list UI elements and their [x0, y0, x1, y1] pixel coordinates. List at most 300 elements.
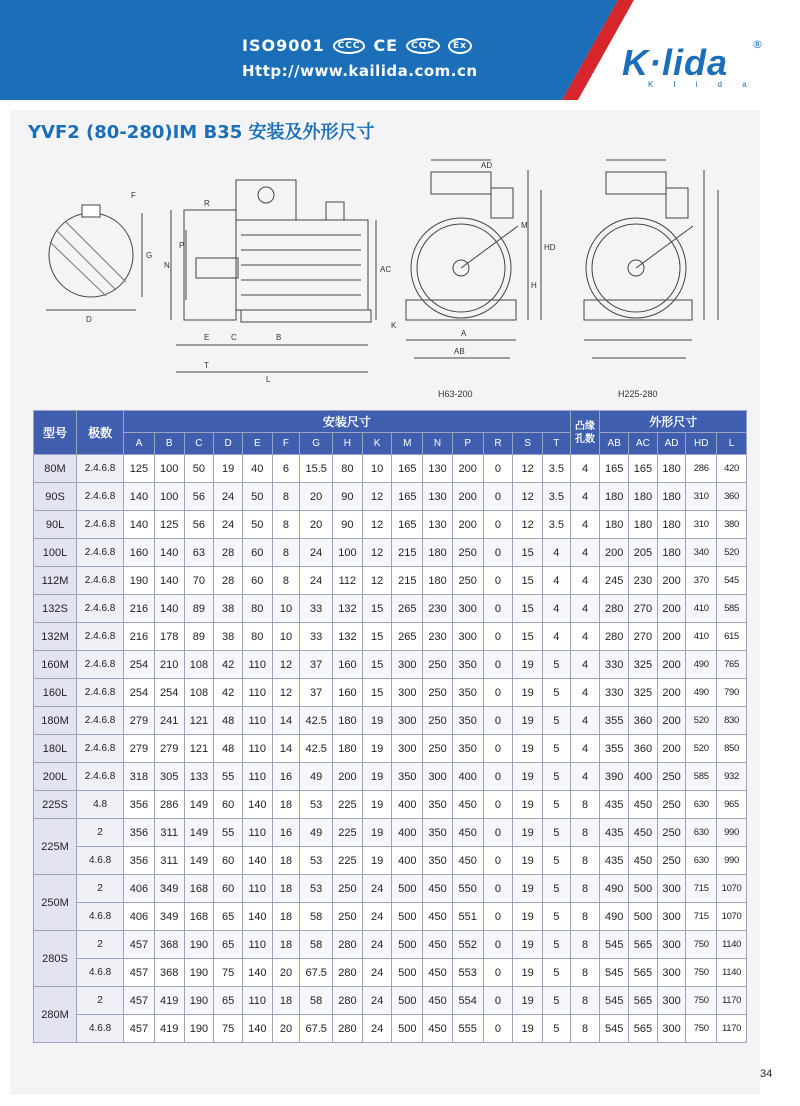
- cell-C: 133: [184, 763, 214, 791]
- cell-G: 33: [300, 623, 333, 651]
- cell-S: 19: [513, 791, 543, 819]
- cell-H: 250: [333, 875, 363, 903]
- cell-M: 400: [392, 819, 423, 847]
- cell-C: 149: [184, 819, 214, 847]
- cell-holes: 4: [570, 483, 600, 511]
- cell-N: 250: [423, 679, 453, 707]
- cell-B: 311: [154, 819, 184, 847]
- cell-E: 40: [242, 455, 272, 483]
- cell-L: 830: [717, 707, 747, 735]
- cell-HD: 410: [686, 623, 717, 651]
- cell-C: 89: [184, 623, 214, 651]
- cell-D: 42: [214, 651, 243, 679]
- cell-H: 200: [333, 763, 363, 791]
- cell-M: 500: [392, 931, 423, 959]
- cell-holes: 4: [570, 623, 600, 651]
- cell-holes: 8: [570, 931, 600, 959]
- cell-C: 70: [184, 567, 214, 595]
- cell-M: 500: [392, 875, 423, 903]
- cell-holes: 8: [570, 903, 600, 931]
- dim-AC: AC: [380, 265, 392, 274]
- cell-P: 553: [452, 959, 483, 987]
- cell-G: 58: [300, 987, 333, 1015]
- cell-M: 500: [392, 903, 423, 931]
- cell-model: 225M: [34, 819, 77, 875]
- cell-H: 90: [333, 483, 363, 511]
- cell-F: 14: [272, 707, 300, 735]
- shaft-section-view: [46, 205, 142, 310]
- cell-S: 19: [513, 707, 543, 735]
- cell-model: 225S: [34, 791, 77, 819]
- cell-A: 279: [124, 735, 155, 763]
- cell-S: 12: [513, 483, 543, 511]
- dim-F: F: [131, 191, 136, 200]
- cell-F: 6: [272, 455, 300, 483]
- cell-A: 254: [124, 651, 155, 679]
- cell-poles: 2.4.6.8: [77, 679, 124, 707]
- cell-AB: 545: [600, 931, 629, 959]
- cell-R: 0: [483, 959, 513, 987]
- cell-S: 19: [513, 847, 543, 875]
- cell-T: 4: [543, 539, 571, 567]
- cell-M: 300: [392, 707, 423, 735]
- dim-M: M: [521, 221, 528, 230]
- cell-HD: 715: [686, 875, 717, 903]
- cell-AB: 280: [600, 595, 629, 623]
- motor-front-view-large: [584, 160, 718, 358]
- cell-AB: 545: [600, 1015, 629, 1043]
- cell-L: 1070: [717, 903, 747, 931]
- cell-S: 12: [513, 511, 543, 539]
- col-HD: HD: [686, 433, 717, 455]
- cell-D: 24: [214, 483, 243, 511]
- table-row: [34, 959, 747, 987]
- cell-K: 19: [362, 847, 392, 875]
- cell-E: 140: [242, 847, 272, 875]
- cell-B: 140: [154, 567, 184, 595]
- cell-R: 0: [483, 455, 513, 483]
- cell-B: 368: [154, 959, 184, 987]
- cell-N: 250: [423, 707, 453, 735]
- cell-P: 551: [452, 903, 483, 931]
- cell-poles: 4.6.8: [77, 903, 124, 931]
- cell-AD: 200: [657, 679, 686, 707]
- cell-P: 400: [452, 763, 483, 791]
- cell-HD: 750: [686, 959, 717, 987]
- cell-G: 49: [300, 819, 333, 847]
- cell-R: 0: [483, 763, 513, 791]
- cell-G: 53: [300, 847, 333, 875]
- cell-P: 450: [452, 847, 483, 875]
- cell-H: 225: [333, 819, 363, 847]
- cell-R: 0: [483, 511, 513, 539]
- cell-AB: 355: [600, 735, 629, 763]
- col-P: P: [452, 433, 483, 455]
- cell-H: 280: [333, 959, 363, 987]
- cell-poles: 2.4.6.8: [77, 707, 124, 735]
- cell-AD: 250: [657, 763, 686, 791]
- cell-S: 19: [513, 903, 543, 931]
- cell-E: 110: [242, 763, 272, 791]
- cell-B: 368: [154, 931, 184, 959]
- cell-N: 450: [423, 987, 453, 1015]
- cell-HD: 310: [686, 511, 717, 539]
- table-row: [34, 623, 747, 651]
- dim-AD: AD: [481, 161, 493, 170]
- cell-K: 19: [362, 707, 392, 735]
- cell-model: 250M: [34, 875, 77, 931]
- cell-G: 20: [300, 511, 333, 539]
- cell-AC: 205: [629, 539, 658, 567]
- cell-L: 545: [717, 567, 747, 595]
- cell-T: 5: [543, 651, 571, 679]
- cell-HD: 585: [686, 763, 717, 791]
- cell-AC: 450: [629, 819, 658, 847]
- cell-C: 50: [184, 455, 214, 483]
- registered-mark: ®: [752, 38, 763, 51]
- cell-T: 5: [543, 959, 571, 987]
- cell-N: 250: [423, 735, 453, 763]
- cell-E: 110: [242, 707, 272, 735]
- cell-D: 28: [214, 539, 243, 567]
- col-S: S: [513, 433, 543, 455]
- cell-AD: 200: [657, 567, 686, 595]
- cqc-mark-icon: CQC: [406, 38, 440, 54]
- cell-A: 457: [124, 959, 155, 987]
- col-D: D: [214, 433, 243, 455]
- cell-B: 286: [154, 791, 184, 819]
- cell-P: 350: [452, 707, 483, 735]
- cell-poles: 2.4.6.8: [77, 455, 124, 483]
- cell-B: 311: [154, 847, 184, 875]
- cell-M: 215: [392, 539, 423, 567]
- cell-G: 33: [300, 595, 333, 623]
- cell-C: 56: [184, 483, 214, 511]
- cell-M: 350: [392, 763, 423, 791]
- table-row: [34, 903, 747, 931]
- cell-R: 0: [483, 931, 513, 959]
- cell-C: 89: [184, 595, 214, 623]
- dim-B: B: [276, 333, 282, 342]
- cell-D: 75: [214, 959, 243, 987]
- cell-AB: 390: [600, 763, 629, 791]
- figure-labels: [438, 389, 658, 399]
- cell-D: 65: [214, 931, 243, 959]
- cell-holes: 4: [570, 567, 600, 595]
- col-T: T: [543, 433, 571, 455]
- cell-holes: 8: [570, 875, 600, 903]
- cell-D: 48: [214, 707, 243, 735]
- dim-H: H: [531, 281, 537, 290]
- cell-R: 0: [483, 623, 513, 651]
- cell-E: 80: [242, 595, 272, 623]
- cell-poles: 2.4.6.8: [77, 735, 124, 763]
- cell-holes: 4: [570, 651, 600, 679]
- cell-AB: 330: [600, 651, 629, 679]
- cell-model: 100L: [34, 539, 77, 567]
- cell-AC: 565: [629, 987, 658, 1015]
- header-flange-holes: 凸缘孔数: [570, 411, 600, 455]
- cell-F: 10: [272, 623, 300, 651]
- col-B: B: [154, 433, 184, 455]
- cell-AD: 200: [657, 735, 686, 763]
- cell-N: 350: [423, 791, 453, 819]
- dim-A: A: [461, 329, 467, 338]
- cell-T: 5: [543, 763, 571, 791]
- table-row: [34, 791, 747, 819]
- dim-P: P: [179, 241, 185, 250]
- cell-holes: 4: [570, 763, 600, 791]
- cell-K: 12: [362, 539, 392, 567]
- cell-AC: 165: [629, 455, 658, 483]
- cell-AB: 180: [600, 483, 629, 511]
- cell-M: 500: [392, 1015, 423, 1043]
- cell-F: 20: [272, 959, 300, 987]
- cell-poles: 4.8: [77, 791, 124, 819]
- cell-AD: 250: [657, 819, 686, 847]
- dim-K: K: [391, 321, 397, 330]
- cell-AD: 300: [657, 903, 686, 931]
- cell-A: 356: [124, 791, 155, 819]
- cell-K: 15: [362, 651, 392, 679]
- cell-L: 380: [717, 511, 747, 539]
- cell-K: 19: [362, 735, 392, 763]
- cell-T: 5: [543, 707, 571, 735]
- cell-K: 19: [362, 763, 392, 791]
- cell-N: 450: [423, 875, 453, 903]
- cell-P: 450: [452, 791, 483, 819]
- cell-T: 5: [543, 1015, 571, 1043]
- cell-S: 19: [513, 987, 543, 1015]
- cell-model: 200L: [34, 763, 77, 791]
- cell-poles: 2.4.6.8: [77, 511, 124, 539]
- cell-N: 450: [423, 959, 453, 987]
- company-logo: K·lida: [622, 42, 729, 83]
- cell-holes: 8: [570, 791, 600, 819]
- cell-R: 0: [483, 679, 513, 707]
- cell-model: 80M: [34, 455, 77, 483]
- cell-K: 12: [362, 567, 392, 595]
- figure-label-h225: H225-280: [618, 389, 658, 399]
- cell-B: 349: [154, 875, 184, 903]
- cell-F: 18: [272, 847, 300, 875]
- col-AC: AC: [629, 433, 658, 455]
- table-row: [34, 763, 747, 791]
- cell-H: 132: [333, 595, 363, 623]
- cell-model: 90S: [34, 483, 77, 511]
- cell-G: 15.5: [300, 455, 333, 483]
- cell-P: 450: [452, 819, 483, 847]
- cell-N: 350: [423, 847, 453, 875]
- cell-R: 0: [483, 539, 513, 567]
- cell-M: 300: [392, 679, 423, 707]
- cell-poles: 2: [77, 875, 124, 903]
- dim-HD: HD: [544, 243, 556, 252]
- cell-AC: 230: [629, 567, 658, 595]
- cell-holes: 4: [570, 707, 600, 735]
- cell-model: 132S: [34, 595, 77, 623]
- cell-S: 15: [513, 539, 543, 567]
- cell-A: 125: [124, 455, 155, 483]
- dim-L: L: [266, 375, 271, 384]
- cell-E: 60: [242, 567, 272, 595]
- cell-AC: 325: [629, 679, 658, 707]
- cell-AB: 165: [600, 455, 629, 483]
- cell-E: 140: [242, 1015, 272, 1043]
- cell-F: 18: [272, 931, 300, 959]
- motor-drawings-svg: [36, 150, 748, 410]
- cell-G: 58: [300, 903, 333, 931]
- cell-T: 5: [543, 819, 571, 847]
- cell-AC: 565: [629, 931, 658, 959]
- ex-mark-icon: Ex: [448, 38, 472, 54]
- cell-A: 457: [124, 931, 155, 959]
- cell-HD: 630: [686, 847, 717, 875]
- cell-R: 0: [483, 1015, 513, 1043]
- cell-holes: 4: [570, 455, 600, 483]
- cell-B: 305: [154, 763, 184, 791]
- cell-C: 190: [184, 987, 214, 1015]
- cell-L: 765: [717, 651, 747, 679]
- cell-HD: 630: [686, 819, 717, 847]
- col-N: N: [423, 433, 453, 455]
- cell-AD: 200: [657, 707, 686, 735]
- cell-C: 149: [184, 791, 214, 819]
- table-row: [34, 1015, 747, 1043]
- cell-B: 100: [154, 455, 184, 483]
- cell-C: 121: [184, 707, 214, 735]
- cell-holes: 8: [570, 847, 600, 875]
- cell-R: 0: [483, 987, 513, 1015]
- cell-G: 37: [300, 651, 333, 679]
- cell-T: 3.5: [543, 483, 571, 511]
- ccc-mark-icon: CCC: [333, 38, 366, 54]
- cell-poles: 2: [77, 819, 124, 847]
- cell-HD: 520: [686, 735, 717, 763]
- cell-K: 15: [362, 623, 392, 651]
- table-row: [34, 875, 747, 903]
- cell-AB: 330: [600, 679, 629, 707]
- cell-H: 112: [333, 567, 363, 595]
- cell-B: 178: [154, 623, 184, 651]
- motor-front-view-small: [406, 160, 541, 358]
- header-banner: [0, 0, 800, 100]
- col-E: E: [242, 433, 272, 455]
- cell-L: 615: [717, 623, 747, 651]
- col-G: G: [300, 433, 333, 455]
- cell-A: 216: [124, 623, 155, 651]
- dim-R: R: [204, 199, 210, 208]
- cell-F: 16: [272, 819, 300, 847]
- table-row: [34, 511, 747, 539]
- cell-R: 0: [483, 567, 513, 595]
- cell-N: 130: [423, 511, 453, 539]
- header-poles: 极数: [77, 411, 124, 455]
- cell-F: 10: [272, 595, 300, 623]
- col-AB: AB: [600, 433, 629, 455]
- cell-HD: 370: [686, 567, 717, 595]
- cell-C: 190: [184, 931, 214, 959]
- cell-E: 110: [242, 931, 272, 959]
- cell-T: 5: [543, 875, 571, 903]
- technical-drawings: [36, 150, 748, 410]
- cell-holes: 4: [570, 735, 600, 763]
- cell-P: 552: [452, 931, 483, 959]
- cell-E: 140: [242, 791, 272, 819]
- cell-C: 149: [184, 847, 214, 875]
- cell-N: 180: [423, 539, 453, 567]
- cell-F: 20: [272, 1015, 300, 1043]
- cell-S: 19: [513, 763, 543, 791]
- cell-AD: 250: [657, 847, 686, 875]
- cell-N: 450: [423, 903, 453, 931]
- page-title: YVF2 (80-280)IM B35 安装及外形尺寸: [28, 122, 375, 143]
- cell-model: 180L: [34, 735, 77, 763]
- cell-E: 140: [242, 903, 272, 931]
- cell-B: 241: [154, 707, 184, 735]
- cell-AD: 180: [657, 455, 686, 483]
- cell-S: 19: [513, 959, 543, 987]
- cell-K: 12: [362, 511, 392, 539]
- iso-text: ISO9001: [242, 36, 325, 55]
- cell-H: 90: [333, 511, 363, 539]
- cell-N: 250: [423, 651, 453, 679]
- cell-L: 790: [717, 679, 747, 707]
- cell-poles: 2.4.6.8: [77, 651, 124, 679]
- cell-M: 165: [392, 511, 423, 539]
- cell-B: 125: [154, 511, 184, 539]
- cell-AD: 300: [657, 875, 686, 903]
- cell-H: 225: [333, 847, 363, 875]
- cell-model: 280S: [34, 931, 77, 987]
- cell-D: 60: [214, 875, 243, 903]
- cell-C: 108: [184, 679, 214, 707]
- cell-AD: 180: [657, 539, 686, 567]
- cell-AD: 180: [657, 511, 686, 539]
- cell-poles: 2: [77, 931, 124, 959]
- cell-model: 280M: [34, 987, 77, 1043]
- cell-L: 1140: [717, 931, 747, 959]
- cell-T: 5: [543, 931, 571, 959]
- cell-A: 254: [124, 679, 155, 707]
- dim-D: D: [86, 315, 92, 324]
- cell-model: 112M: [34, 567, 77, 595]
- cell-AD: 250: [657, 791, 686, 819]
- cell-P: 350: [452, 679, 483, 707]
- col-M: M: [392, 433, 423, 455]
- cell-AB: 200: [600, 539, 629, 567]
- cell-K: 15: [362, 595, 392, 623]
- cell-A: 190: [124, 567, 155, 595]
- col-AD: AD: [657, 433, 686, 455]
- cell-D: 19: [214, 455, 243, 483]
- dim-E: E: [204, 333, 210, 342]
- cell-model: 160L: [34, 679, 77, 707]
- cell-P: 250: [452, 567, 483, 595]
- dim-G: G: [146, 251, 153, 260]
- cell-D: 55: [214, 763, 243, 791]
- cell-F: 12: [272, 679, 300, 707]
- cell-E: 50: [242, 483, 272, 511]
- cell-R: 0: [483, 651, 513, 679]
- cell-G: 67.5: [300, 959, 333, 987]
- cell-AD: 300: [657, 959, 686, 987]
- cell-AC: 270: [629, 623, 658, 651]
- cell-poles: 2.4.6.8: [77, 623, 124, 651]
- cell-B: 254: [154, 679, 184, 707]
- cell-A: 406: [124, 903, 155, 931]
- cell-P: 550: [452, 875, 483, 903]
